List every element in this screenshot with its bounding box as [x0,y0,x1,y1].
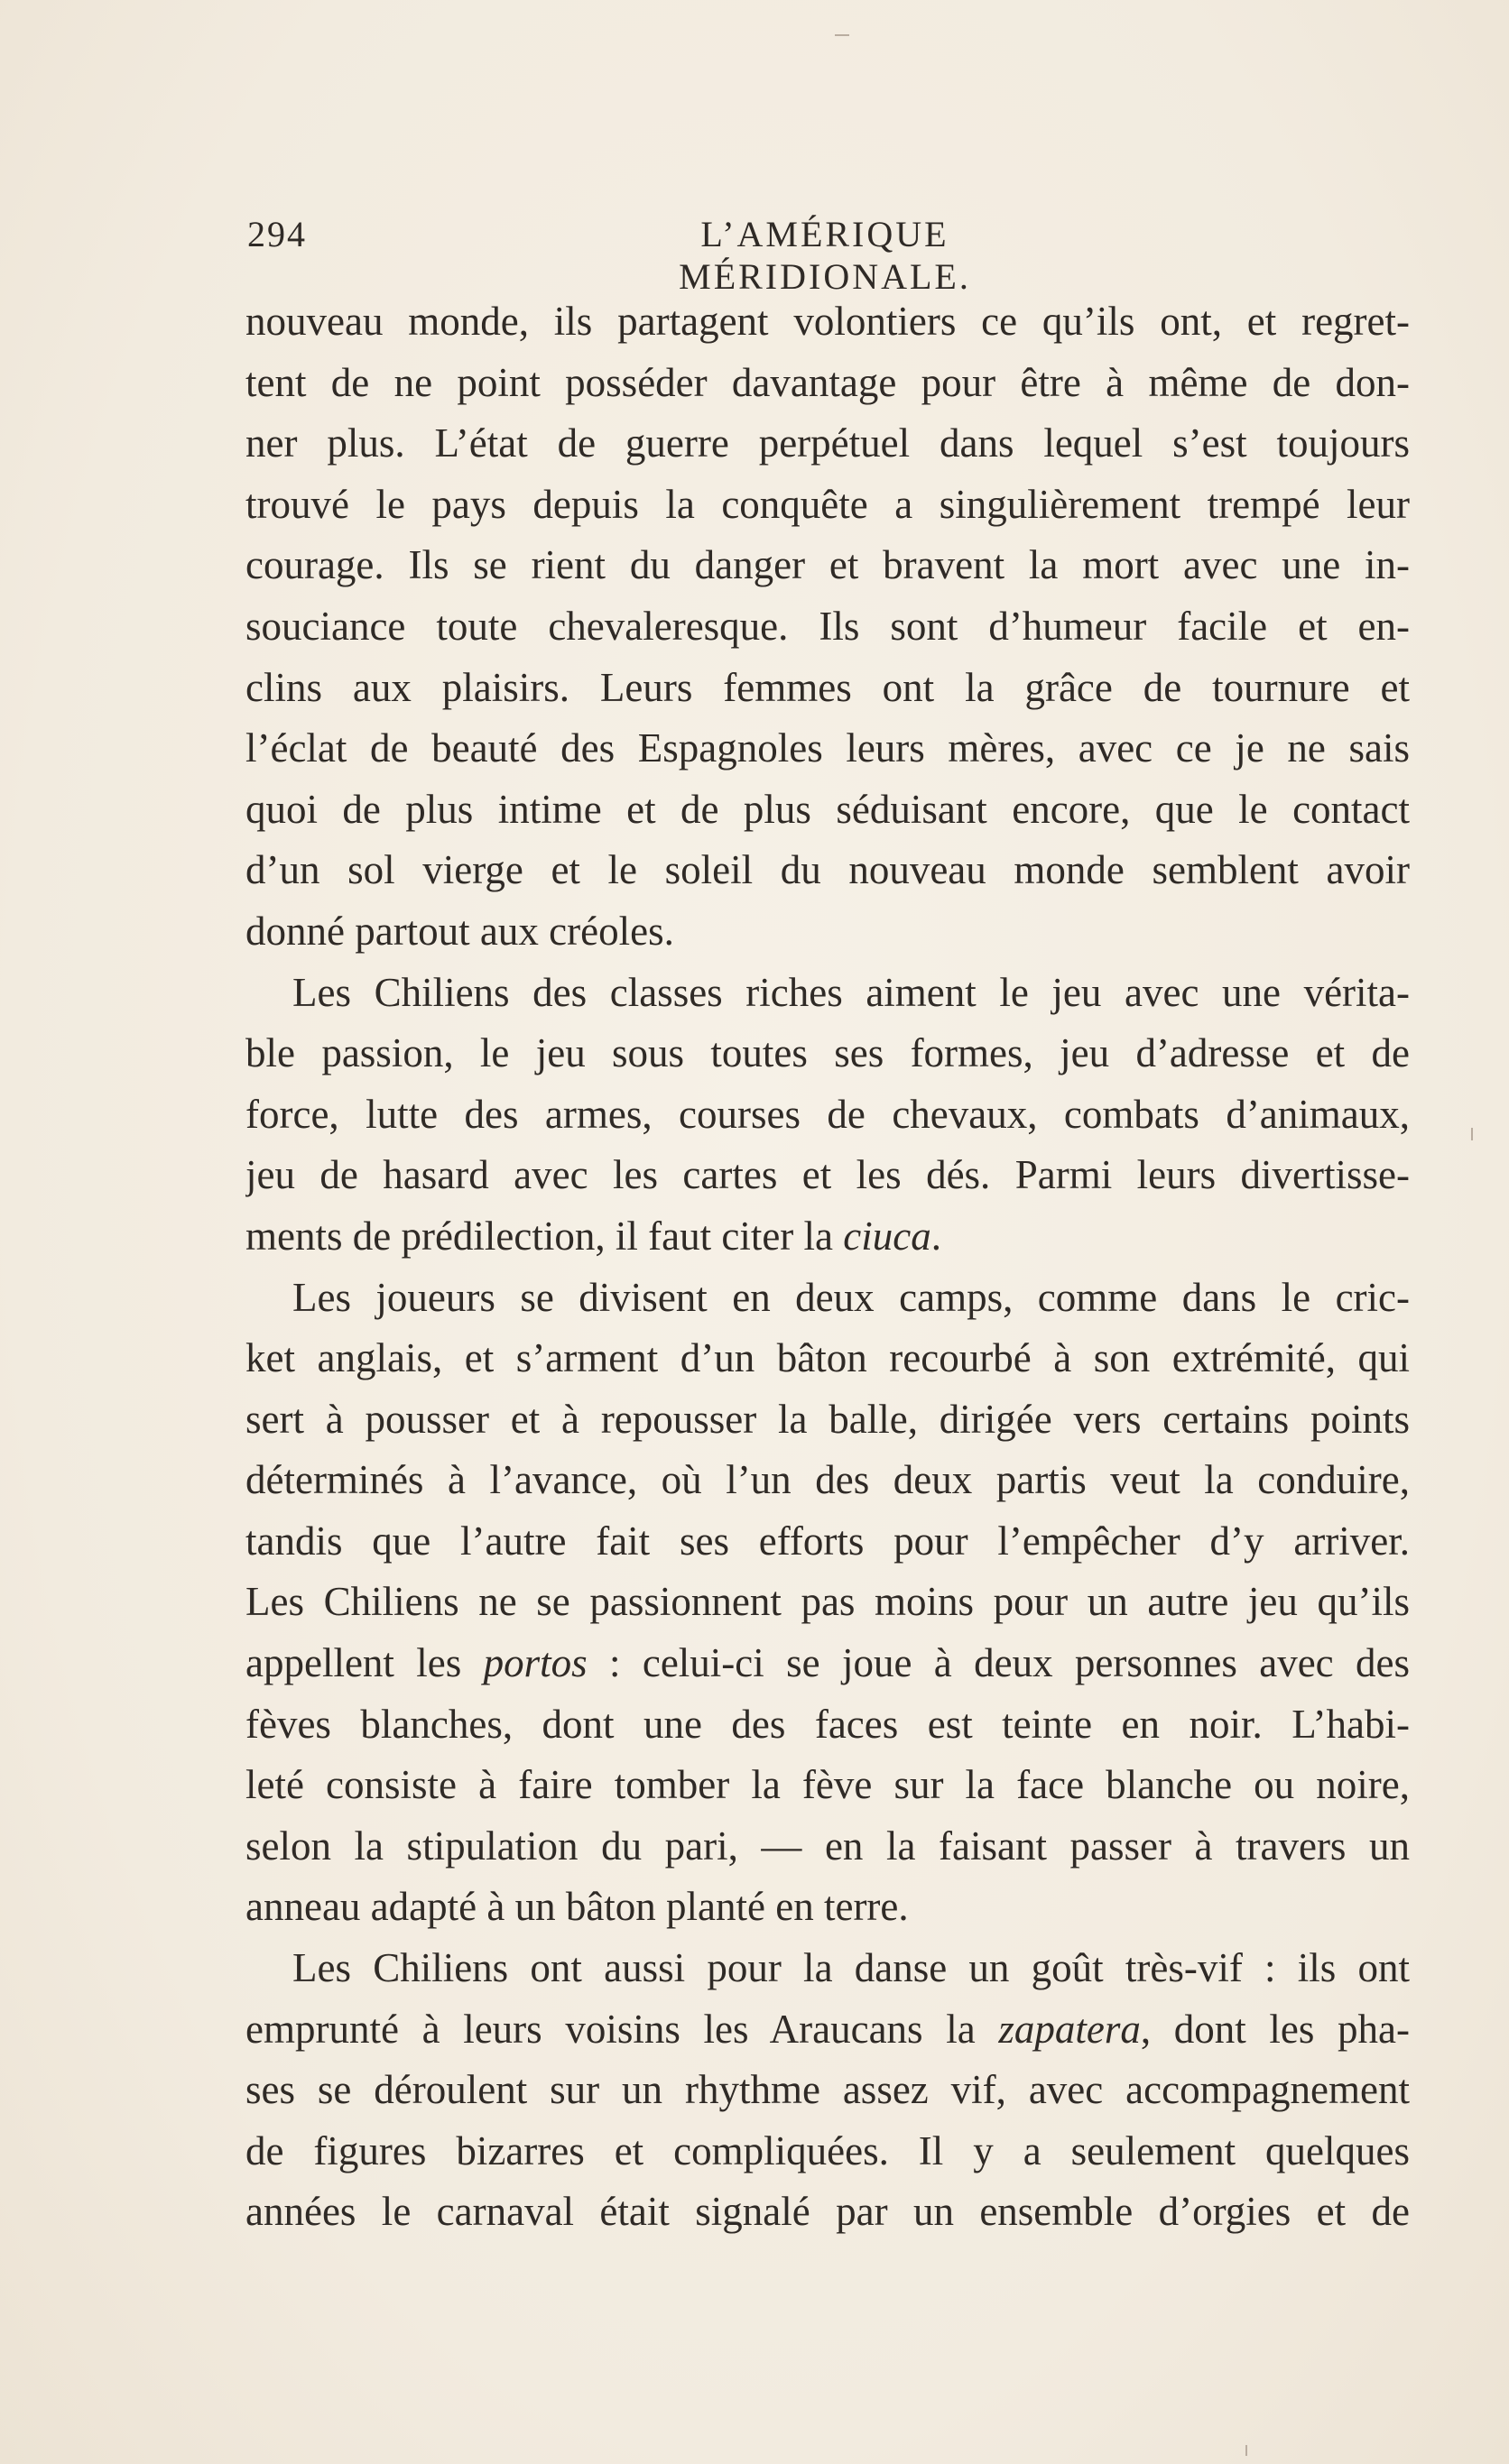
text-line: leté consiste à faire tomber la fève sur la face blanche ou noire, [245,1762,1410,1808]
text-line: souciance toute chevaleresque. Ils sont d’humeur facile et en- [245,603,1410,649]
text-line: tent de ne point posséder davantage pour être à même de don- [245,359,1410,405]
text-line: de figures bizarres et compliquées. Il y a seulement quelques [245,2127,1410,2173]
text-line: clins aux plaisirs. Leurs femmes ont la grâce de tournure et [245,664,1410,710]
text-line: ses se déroulent sur un rhythme assez vif, avec accompagnement [245,2067,1410,2113]
text-line: d’un sol vierge et le soleil du nouveau monde semblent avoir [245,847,1410,893]
text-line: trouvé le pays depuis la conquête a singulièrement trempé leur [245,481,1410,527]
text-line: déterminés à l’avance, où l’un des deux partis veut la conduire, [245,1457,1410,1503]
text-line [245,1999,1410,2061]
body-text [245,291,1410,2243]
italic-term: ciuca [843,1213,931,1259]
text-segment: : celui-ci se joue à deux personnes avec des [587,1640,1410,1686]
running-head [247,213,1412,297]
text-line: sert à pousser et à repousser la balle, dirigée vers certains points [245,1396,1410,1442]
text-line: Les joueurs se divisent en deux camps, comme dans le cric- [292,1274,1410,1320]
text-line: fèves blanches, dont une des faces est teinte en noir. L’habi- [245,1701,1410,1747]
text-line: Les Chiliens des classes riches aiment le jeu avec une vérita- [292,969,1410,1015]
text-line: tandis que l’autre fait ses efforts pour l’empêcher d’y arriver. [245,1518,1410,1564]
text-line: anneau adapté à un bâton planté en terre. [245,1884,909,1930]
paper-speck [1245,2445,1247,2456]
text-line: courage. Ils se rient du danger et bravent la mort avec une in- [245,542,1410,588]
text-line: ket anglais, et s’arment d’un bâton recourbé à son extrémité, qui [245,1335,1410,1381]
text-line: donné partout aux créoles. [245,908,674,954]
text-line: Les Chiliens ne se passionnent pas moins pour un autre jeu qu’ils [245,1579,1410,1625]
running-title: L’AMÉRIQUE MÉRIDIONALE. [679,214,971,297]
page-number: 294 [247,214,307,254]
text-line: quoi de plus intime et de plus séduisant encore, que le contact [245,786,1410,832]
text-line [245,1206,1410,1268]
text-line: force, lutte des armes, courses de chevaux, combats d’animaux, [245,1091,1410,1137]
text-line: années le carnaval était signalé par un ensemble d’orgies et de [245,2189,1410,2235]
text-segment: ments de prédilection, il faut citer la [245,1213,844,1259]
italic-term: zapatera [998,2006,1141,2052]
text-line: Les Chiliens ont aussi pour la danse un goût très-vif : ils ont [292,1945,1410,1991]
text-line: l’éclat de beauté des Espagnoles leurs mères, avec ce je ne sais [245,725,1410,771]
text-segment: emprunté à leurs voisins les Araucans la [245,2006,999,2052]
text-segment: . [930,1213,941,1259]
text-line: jeu de hasard avec les cartes et les dés. Parmi leurs divertisse- [245,1152,1410,1198]
text-line: selon la stipulation du pari, — en la faisant passer à travers un [245,1823,1410,1869]
paper-speck [835,34,849,36]
text-line: ner plus. L’état de guerre perpétuel dans lequel s’est toujours [245,420,1410,466]
text-segment: , dont les pha- [1140,2006,1410,2052]
text-segment: appellent les [245,1640,484,1686]
text-line: nouveau monde, ils partagent volontiers ce qu’ils ont, et regret- [245,299,1410,344]
text-line [245,1633,1410,1694]
italic-term: portos [483,1640,588,1686]
text-line: ble passion, le jeu sous toutes ses formes, jeu d’adresse et de [245,1030,1410,1076]
paper-speck [1471,1128,1473,1140]
